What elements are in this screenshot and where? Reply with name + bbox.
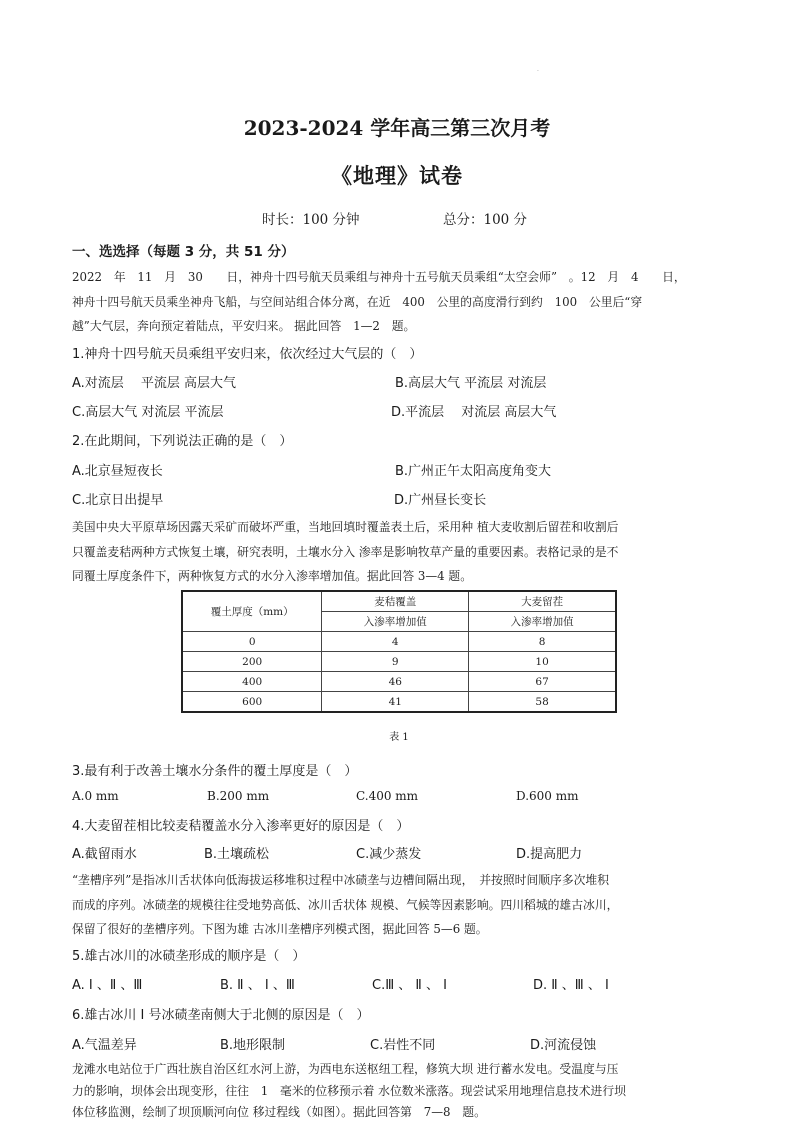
- exam-subtitle: 《地理》试卷: [331, 163, 463, 188]
- question-5-option-d: D. Ⅱ 、Ⅲ 、 Ⅰ: [533, 978, 609, 993]
- question-3-option-b: B.200 mm: [207, 789, 270, 803]
- infiltration-table: [181, 590, 617, 713]
- table-subheader-stubble: 入渗率增加值: [469, 612, 616, 632]
- passage-line: 力的影响，坝体会出现变形，往往 1 毫米的位移预示着 水位数米涨落。现尝试采用地理信息技术进行坝: [72, 1083, 626, 1098]
- question-6-option-d: D.河流侵蚀: [530, 1038, 597, 1053]
- table-cell: 4: [322, 632, 469, 652]
- question-4-option-d: D.提高肥力: [516, 847, 583, 862]
- table-cell: 400: [182, 672, 322, 692]
- table-cell: 41: [322, 692, 469, 713]
- passage-line: 神舟十四号航天员乘坐神舟飞船，与空间站组合体分离，在近 400 公里的高度滑行到约 100 公里后“穿: [72, 294, 643, 309]
- passage-2: [72, 515, 724, 589]
- question-2-option-c: C.北京日出提早: [72, 493, 164, 508]
- passage-4: [72, 1059, 724, 1124]
- table-cell: 600: [182, 692, 322, 713]
- table-caption: 表 1: [389, 732, 409, 743]
- question-4-option-a: A.截留雨水: [72, 847, 137, 862]
- table-header-depth: 覆土厚度（mm）: [182, 591, 322, 632]
- passage-line: 越”大气层，奔向预定着陆点，平安归来。 据此回答 1—2 题。: [72, 319, 416, 333]
- question-1-option-b: B.高层大气 平流层 对流层: [395, 376, 547, 391]
- question-2-stem: 2.在此期间，下列说法正确的是（ ）: [72, 434, 293, 449]
- passage-line: 美国中央大平原草场因露天采矿而破坏严重，当地回填时覆盖表土后，采用种 植大麦收割后留茬和收割后: [72, 520, 619, 534]
- passage-line: 体位移监测，绘制了坝顶顺河向位 移过程线（如图）。据此回答第 7—8 题。: [72, 1105, 486, 1119]
- table-cell: 8: [469, 632, 616, 652]
- table-subheader-straw: 入渗率增加值: [322, 612, 469, 632]
- question-2-option-b: B.广州正午太阳高度角变大: [395, 464, 552, 479]
- question-3-option-d: D.600 mm: [516, 789, 579, 803]
- table-cell: 46: [322, 672, 469, 692]
- scan-dot: ·: [537, 68, 539, 75]
- table-cell: 67: [469, 672, 616, 692]
- exam-title: 2023-2024 学年高三第三次月考: [243, 116, 551, 140]
- question-6-option-b: B.地形限制: [220, 1038, 286, 1053]
- question-6-stem: 6.雄古冰川 Ⅰ 号冰碛垄南侧大于北侧的原因是（ ）: [72, 1008, 370, 1023]
- question-4-option-c: C.减少蒸发: [356, 847, 422, 862]
- passage-line: “垄槽序列”是指冰川舌状体向低海拔运移堆积过程中冰碛垄与边槽间隔出现， 并按照时间顺序多次堆积: [72, 873, 610, 887]
- question-2-option-a: A.北京昼短夜长: [72, 464, 163, 479]
- question-1-option-c: C.高层大气 对流层 平流层: [72, 405, 224, 420]
- question-3-option-a: A.0 mm: [72, 789, 119, 803]
- question-4-option-b: B.土壤疏松: [204, 847, 270, 862]
- table-cell: 58: [469, 692, 616, 713]
- question-6-option-c: C.岩性不同: [370, 1038, 436, 1053]
- table-header-straw: 麦秸覆盖: [322, 591, 469, 612]
- exam-duration: 时长：100 分钟: [262, 212, 360, 228]
- table-cell: 0: [182, 632, 322, 652]
- exam-total: 总分：100 分: [443, 212, 528, 228]
- section-heading: 一、选选择（每题 3 分，共 51 分）: [72, 244, 295, 260]
- question-3-option-c: C.400 mm: [356, 789, 419, 803]
- question-5-option-b: B. Ⅱ 、 Ⅰ 、Ⅲ: [220, 978, 295, 993]
- question-5-stem: 5.雄古冰川的冰碛垄形成的顺序是（ ）: [72, 949, 306, 964]
- question-3-stem: 3.最有利于改善土壤水分条件的覆土厚度是（ ）: [72, 764, 358, 779]
- passage-3: [72, 868, 724, 942]
- passage-line: 龙滩水电站位于广西壮族自治区红水河上游，为西电东送枢纽工程，修筑大坝 进行蓄水发电。受温度与压: [72, 1062, 619, 1076]
- question-6-option-a: A.气温差异: [72, 1038, 137, 1053]
- passage-line: 保留了很好的垄槽序列。下图为雄 古冰川垄槽序列模式图，据此回答 5—6 题。: [72, 922, 488, 936]
- question-1-option-d: D.平流层 对流层 高层大气: [391, 405, 557, 420]
- table-row: [182, 692, 616, 713]
- question-5-option-c: C.Ⅲ 、 Ⅱ 、 Ⅰ: [372, 978, 447, 993]
- question-4-stem: 4.大麦留茬相比较麦秸覆盖水分入渗率更好的原因是（ ）: [72, 819, 410, 834]
- question-1-stem: 1.神舟十四号航天员乘组平安归来，依次经过大气层的（ ）: [72, 347, 423, 362]
- table-row: [182, 672, 616, 692]
- table-cell: 9: [322, 652, 469, 672]
- table-cell: 10: [469, 652, 616, 672]
- question-5-option-a: A. Ⅰ 、Ⅱ 、Ⅲ: [72, 978, 143, 993]
- passage-line: 而成的序列。冰碛垄的规模往往受地势高低、冰川舌状体 规模、气候等因素影响。四川稻城的雄古冰川，: [72, 897, 619, 912]
- table-row: [182, 632, 616, 652]
- passage-line: 2022 年 11 月 30 日，神舟十四号航天员乘组与神舟十五号航天员乘组“太空会师” 。12 月 4 日，: [72, 270, 686, 284]
- passage-line: 只覆盖麦秸两种方式恢复土壤，研究表明，土壤水分入 渗率是影响牧草产量的重要因素。表格记录的是不: [72, 544, 619, 559]
- question-1-option-a: A.对流层 平流层 高层大气: [72, 376, 237, 391]
- table-row: [182, 652, 616, 672]
- question-2-option-d: D.广州昼长变长: [394, 493, 487, 508]
- table-cell: 200: [182, 652, 322, 672]
- passage-1: [72, 265, 724, 339]
- passage-line: 同覆土厚度条件下，两种恢复方式的水分入渗率增加值。据此回答 3—4 题。: [72, 569, 473, 583]
- table-header-stubble: 大麦留茬: [469, 591, 616, 612]
